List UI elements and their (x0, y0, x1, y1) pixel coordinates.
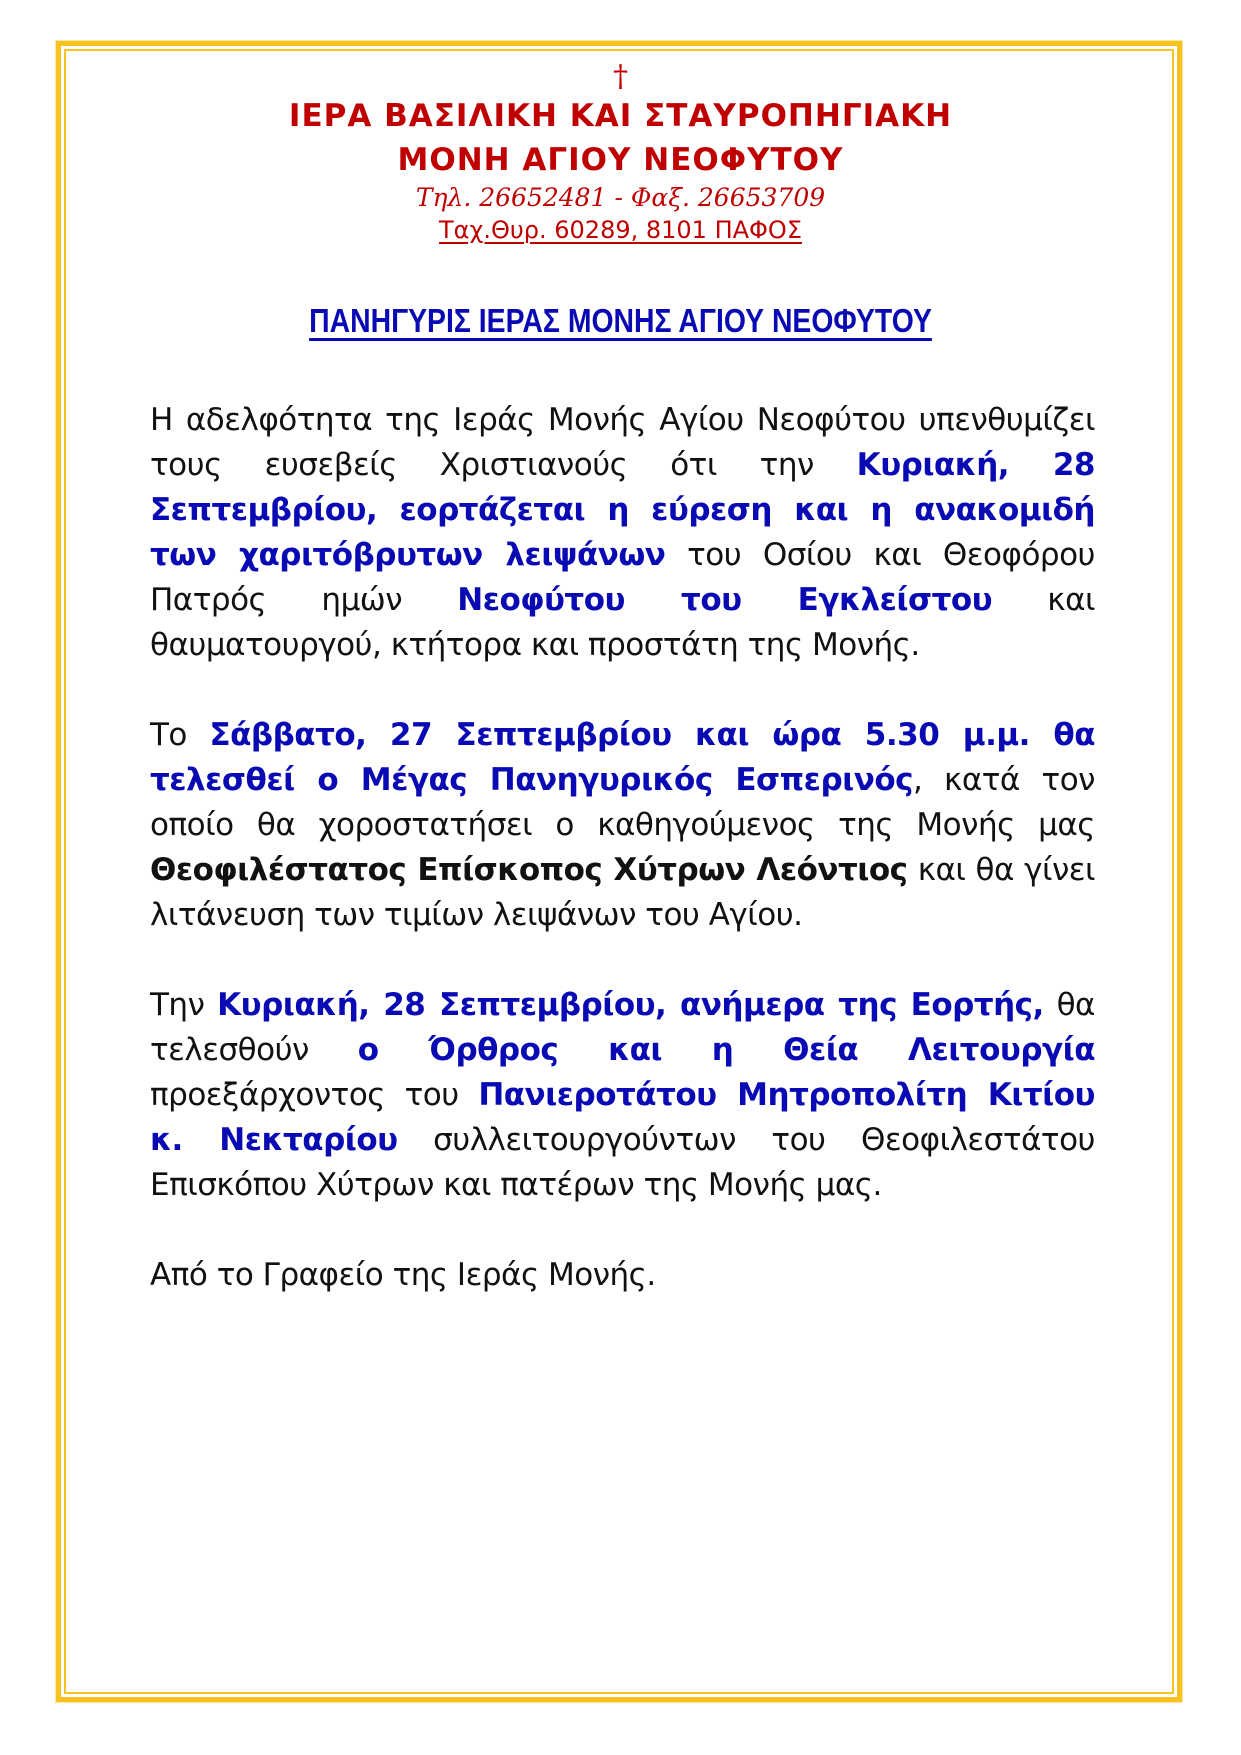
contact-phone-fax: Τηλ. 26652481 - Φαξ. 26653709 (415, 183, 826, 212)
text: και θαυματουργού, κτήτορα και προστάτη της Μονής. (150, 582, 1095, 663)
paragraph-signature (150, 1253, 1095, 1298)
document-title-text: ΠΑΝΗΓΥΡΙΣ ΙΕΡΑΣ ΜΟΝΗΣ ΑΓΙΟΥ ΝΕΟΦΥΤΟΥ (309, 302, 932, 339)
postal-address-text: Ταχ.Θυρ. 60289, 8101 ΠΑΦΟΣ (439, 216, 802, 244)
document-body (150, 398, 1095, 1343)
text: του Οσίου και Θεοφόρου Πατρός ημών (150, 537, 1095, 618)
paragraph-vespers (150, 713, 1095, 938)
text: προεξάρχοντος του (150, 1077, 479, 1113)
text: , κατά τον οποίο θα χοροστατήσει ο καθηγούμενος της Μονής μας (150, 762, 1096, 843)
text: θα τελεσθούν (150, 987, 1095, 1068)
paragraph-announcement (150, 398, 1095, 668)
document-title (87, 302, 1154, 340)
text: και θα γίνει λιτάνευση των τιμίων λειψάνων του Αγίου. (150, 852, 1096, 933)
highlight-vespers-time: Σάββατο, 27 Σεπτεμβρίου και ώρα 5.30 μ.μ. θα τελεσθεί ο Μέγας Πανηγυρικός Εσπερινός (150, 717, 1096, 798)
cross-icon: † (613, 59, 628, 94)
monastery-name-line2: ΜΟΝΗ ΑΓΙΟΥ ΝΕΟΦΥΤΟΥ (397, 142, 844, 178)
bold-bishop-name: Θεοφιλέστατος Επίσκοπος Χύτρων Λεόντιος (150, 852, 908, 888)
highlight-saint-name: Νεοφύτου του Εγκλείστου (457, 582, 993, 618)
highlight-metropolitan: Πανιεροτάτου Μητροπολίτη Κιτίου κ. Νεκταρίου (150, 1077, 1095, 1158)
highlight-feast-day: Κυριακή, 28 Σεπτεμβρίου, ανήμερα της Εορτής, (217, 987, 1044, 1023)
postal-address (0, 214, 1241, 246)
highlight-services: ο Όρθρος και η Θεία Λειτουργία (357, 1032, 1095, 1068)
text: συλλειτουργούντων του Θεοφιλεστάτου Επισκόπου Χύτρων και πατέρων της Μονής μας. (150, 1122, 1095, 1203)
text: Την (150, 987, 218, 1023)
text: Το (150, 717, 210, 753)
text: Η αδελφότητα της Ιεράς Μονής Αγίου Νεοφύτου υπενθυμίζει τους ευσεβείς Χριστιανούς ότι την (150, 402, 1095, 483)
paragraph-liturgy (150, 983, 1095, 1208)
letterhead (0, 59, 1241, 246)
monastery-name-line1: ΙΕΡΑ ΒΑΣΙΛΙΚΗ ΚΑΙ ΣΤΑΥΡΟΠΗΓΙΑΚΗ (288, 98, 953, 134)
signature-text: Από το Γραφείο της Ιεράς Μονής. (150, 1257, 656, 1293)
highlight-feast: Κυριακή, 28 Σεπτεμβρίου, εορτάζεται η εύρεση και η ανακομιδή των χαριτόβρυτων λειψάνων (150, 447, 1095, 573)
